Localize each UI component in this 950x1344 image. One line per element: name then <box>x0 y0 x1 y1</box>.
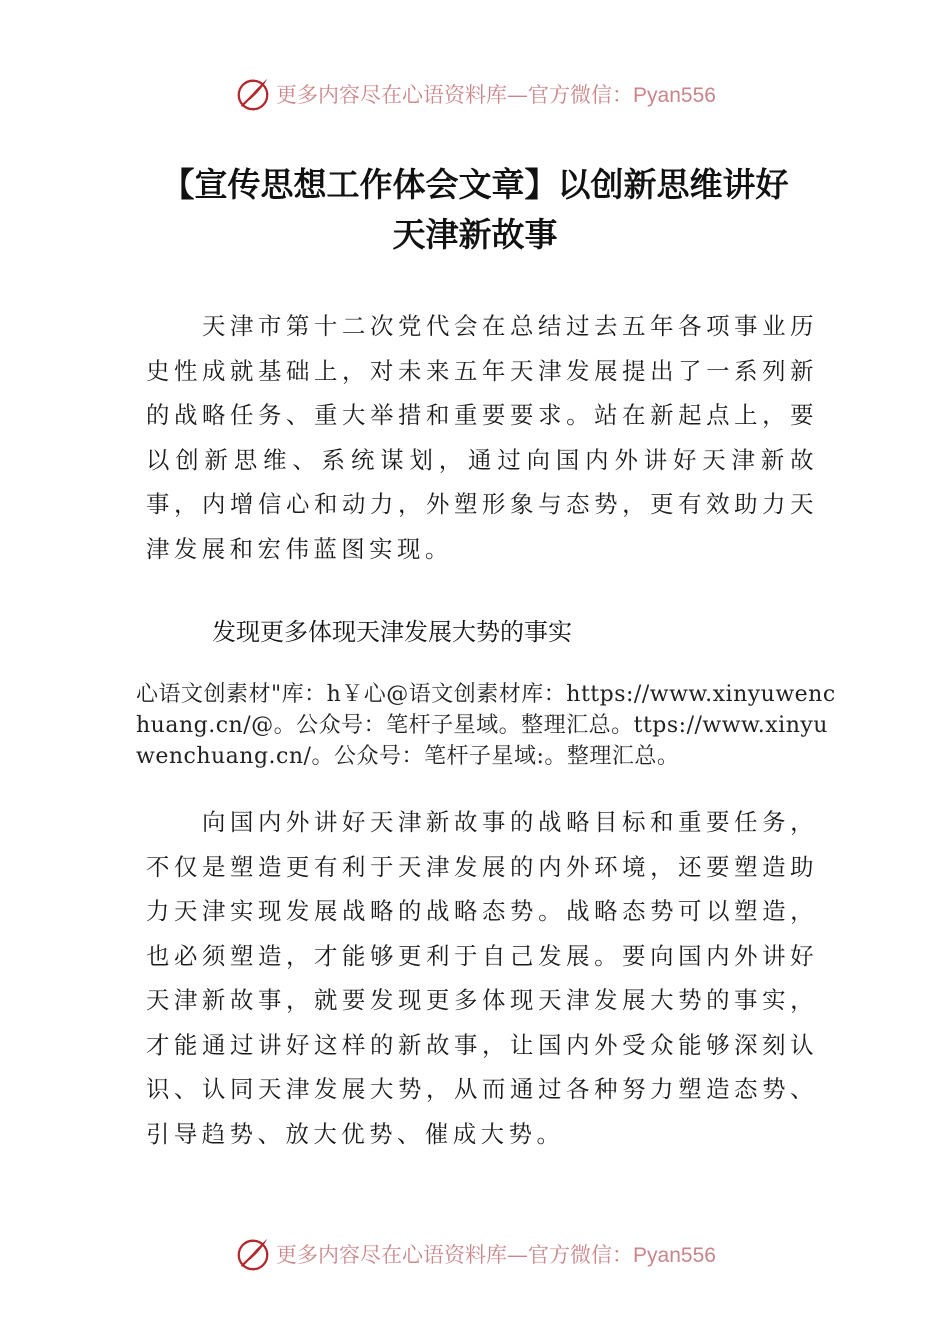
quill-logo-icon <box>234 75 272 113</box>
title-line-1: 【宣传思想工作体会文章】以创新思维讲好 <box>161 165 789 204</box>
header-banner-main: 更多内容尽在心语资料库—官方微信： <box>276 83 634 107</box>
footer-banner-main: 更多内容尽在心语资料库—官方微信： <box>276 1243 634 1267</box>
intro-paragraph: 天津市第十二次党代会在总结过去五年各项事业历史性成就基础上，对未来五年天津发展提出了一系列新的战略任务、重大举措和重要要求。站在新起点上，要以创新思维、系统谋划，通过向国内外讲好天津新故事，内增信心和动力，外塑形象与态势，更有效助力天津发展和宏伟蓝图实现。 <box>146 312 818 563</box>
section-heading: 发现更多体现天津发展大势的事实 <box>212 618 572 646</box>
header-banner <box>0 72 950 116</box>
header-banner-text <box>276 79 716 109</box>
body-paragraph: 向国内外讲好天津新故事的战略目标和重要任务，不仅是塑造更有利于天津发展的内外环境，还要塑造助力天津实现发展战略的战略态势。战略态势可以塑造，也必须塑造，才能够更利于自己发展。要向国内外讲好天津新故事，就要发现更多体现天津发展大势的事实，才能通过讲好这样的新故事，让国内外受众能够深刻认识、认同天津发展大势，从而通过各种努力塑造态势、引导趋势、放大优势、催成大势。 <box>146 808 818 1148</box>
footer-banner-brand: Pyan556 <box>633 1244 716 1267</box>
footer-banner-text <box>276 1239 716 1269</box>
document-title <box>100 160 850 260</box>
header-banner-brand: Pyan556 <box>633 84 716 107</box>
watermark-text: 心语文创素材"库：h￥心@语文创素材库：https://www.xinyuwenchuang.cn/@。公众号：笔杆子星域。整理汇总。ttps://www.xinyuwenchuang.cn/。公众号：笔杆子星域:。整理汇总。 <box>136 682 836 769</box>
title-line-2: 天津新故事 <box>392 215 558 254</box>
quill-logo-icon <box>234 1235 272 1273</box>
footer-banner <box>0 1232 950 1276</box>
